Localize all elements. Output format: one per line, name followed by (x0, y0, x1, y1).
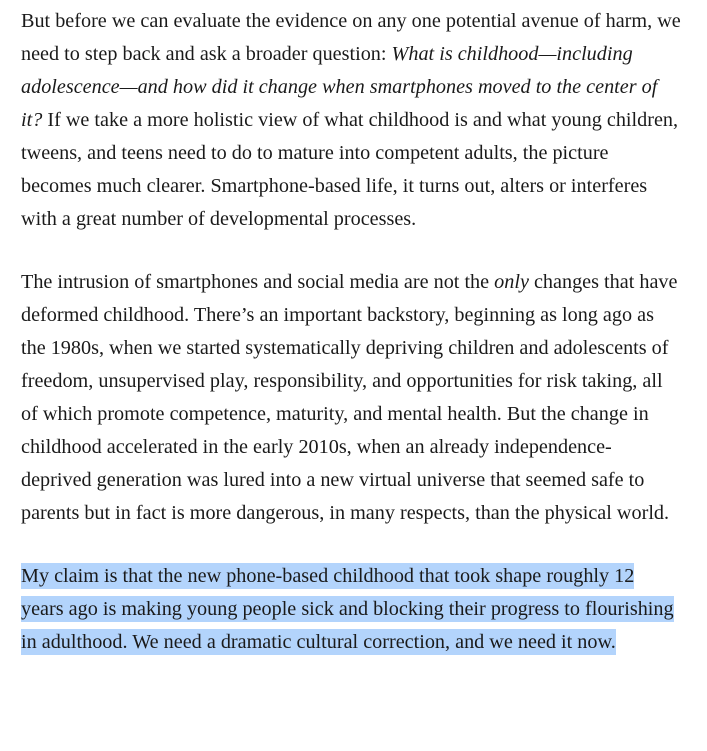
text-segment[interactable]: changes that have deformed childhood. There’s an important backstory, beginning as long ago as the 1980s, when we started systematically depriving children and adolescents of freedom, unsupervised play, responsibility, and opportunities for risk taking, all of which promote competence, maturity, and mental health. But the change in childhood accelerated in the early 2010s, when an already independence-deprived generation was lured into a new virtual universe that seemed safe to parents but in fact is more dangerous, in many respects, than the physical world. (21, 271, 678, 524)
italic-question[interactable]: What is childhood—including adolescence—and how did it change when smartphones moved to the center of it? (21, 43, 658, 131)
text-segment[interactable]: The intrusion of smartphones and social media are not the (21, 271, 495, 293)
paragraph-intrusion[interactable] (21, 266, 681, 530)
text-segment[interactable]: If we take a more holistic view of what childhood is and what young children, tweens, and teens need to do to mature into competent adults, the picture becomes much clearer. Smartphone-based life, it turns out, alters or interferes with a great number of developmental processes. (21, 109, 679, 230)
text-segment[interactable]: But before we can evaluate the evidence on any one potential avenue of harm, we need to step back and ask a broader question: (21, 10, 681, 65)
paragraph-my-claim[interactable] (21, 560, 681, 659)
paragraph-evaluate-evidence[interactable] (21, 5, 681, 236)
selected-text-highlight[interactable]: My claim is that the new phone-based childhood that took shape roughly 12 years ago is making young people sick and blocking their progress to flourishing in adulthood. We need a dramatic cultural correction, and we need it now. (21, 565, 674, 653)
italic-emphasis-only[interactable]: only (494, 271, 529, 293)
